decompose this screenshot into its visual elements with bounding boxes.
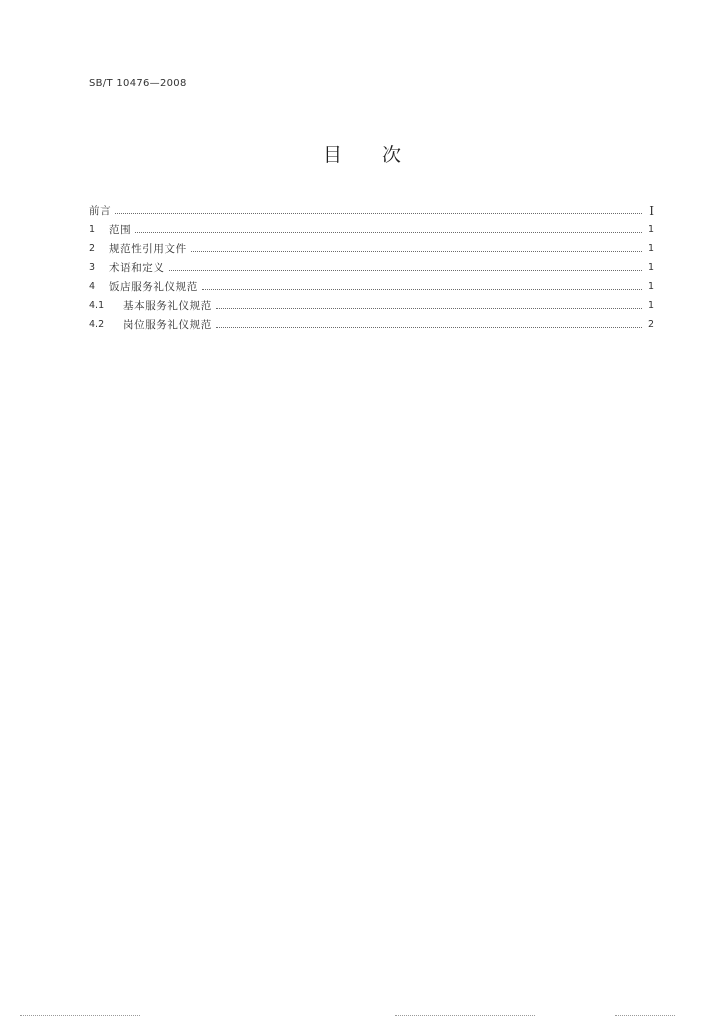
toc-entry-label: 饭店服务礼仪规范 [109,281,198,293]
toc-entry-label: 术语和定义 [109,262,165,274]
table-of-contents [89,199,654,332]
toc-leader-dots [216,327,642,328]
toc-entry-normative-references[interactable] [89,237,654,256]
toc-entry-label: 前言 [89,205,112,217]
toc-entry-post-etiquette[interactable] [89,313,654,332]
toc-entry-foreword[interactable] [89,199,654,218]
toc-entry-label: 岗位服务礼仪规范 [123,319,212,331]
toc-title: 目次 [322,144,441,166]
toc-leader-dots [202,289,642,290]
toc-entry-page: 1 [647,300,654,311]
scan-edge-artifact [615,1015,675,1016]
toc-leader-dots [115,213,642,214]
toc-entry-number: 3 [89,262,96,273]
toc-entry-page: 1 [647,262,654,273]
toc-entry-page: 1 [647,243,654,254]
toc-entry-page: 1 [647,224,654,235]
toc-entry-page: 1 [647,281,654,292]
scan-edge-artifact [20,1015,140,1016]
toc-entry-scope[interactable] [89,218,654,237]
toc-leader-dots [216,308,642,309]
toc-entry-page: Ⅰ [649,204,654,218]
toc-entry-page: 2 [647,319,654,330]
toc-entry-number: 1 [89,224,96,235]
toc-entry-label: 规范性引用文件 [109,243,187,255]
toc-entry-number: 4.1 [89,300,105,311]
toc-leader-dots [191,251,642,252]
toc-entry-label: 基本服务礼仪规范 [123,300,212,312]
toc-entry-terms-definitions[interactable] [89,256,654,275]
toc-entry-basic-etiquette[interactable] [89,294,654,313]
toc-entry-number: 2 [89,243,96,254]
toc-leader-dots [169,270,643,271]
toc-entry-number: 4.2 [89,319,105,330]
toc-entry-hotel-service-etiquette[interactable] [89,275,654,294]
toc-entry-label: 范围 [109,224,132,236]
scan-edge-artifact [395,1015,535,1016]
toc-entry-number: 4 [89,281,96,292]
standard-code: SB/T 10476—2008 [89,78,187,89]
toc-leader-dots [135,232,642,233]
